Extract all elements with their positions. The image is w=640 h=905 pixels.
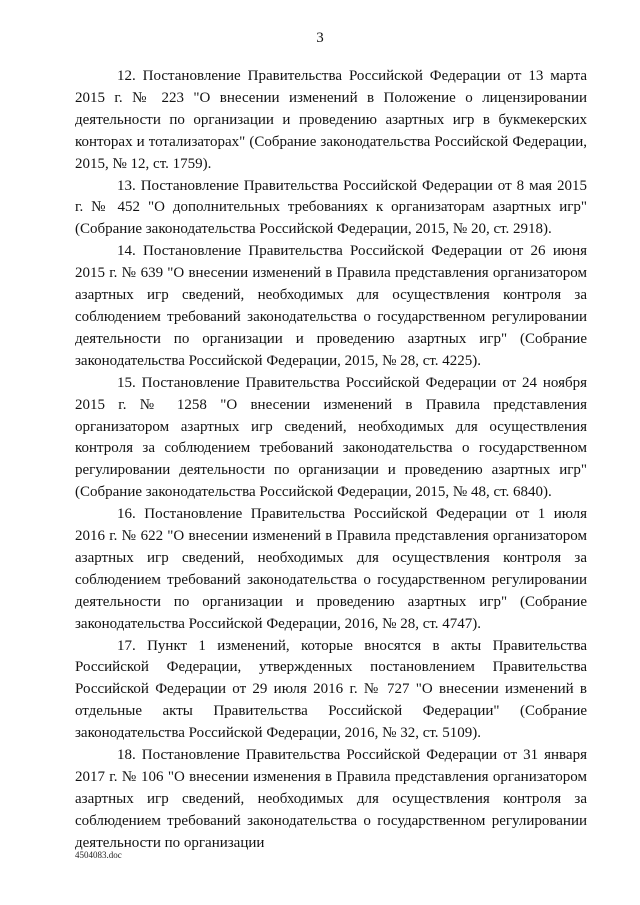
document-body: [75, 66, 587, 855]
list-item-18: 18. Постановление Правительства Российской Федерации от 31 января 2017 г. № 106 "О внесении изменения в Правила представления организатором азартных игр сведений, необходимых для осуществления контроля за соблюдением требований законодательства о государственном регулировании деятельности по организации: [75, 747, 587, 851]
list-item-12: 12. Постановление Правительства Российской Федерации от 13 марта 2015 г. № 223 "О внесении изменений в Положение о лицензировании деятельности по организации и проведению азартных игр в букмекерских конторах и тотализаторах" (Собрание законодательства Российской Федерации, 2015, № 12, ст. 1759).: [75, 68, 587, 172]
list-item-14: 14. Постановление Правительства Российской Федерации от 26 июня 2015 г. № 639 "О внесении изменений в Правила представления организатором азартных игр сведений, необходимых для осуществления контроля за соблюдением требований законодательства о государственном регулировании деятельности по организации и проведению азартных игр" (Собрание законодательства Российской Федерации, 2015, № 28, ст. 4225).: [75, 243, 587, 369]
page-number: 3: [316, 30, 324, 46]
list-item-16: 16. Постановление Правительства Российской Федерации от 1 июля 2016 г. № 622 "О внесении изменений в Правила представления организатором азартных игр сведений, необходимых для осуществления контроля за соблюдением требований законодательства о государственном регулировании деятельности по организации и проведению азартных игр" (Собрание законодательства Российской Федерации, 2016, № 28, ст. 4747).: [75, 506, 587, 632]
list-item-13: 13. Постановление Правительства Российской Федерации от 8 мая 2015 г. № 452 "О дополнительных требованиях к организаторам азартных игр" (Собрание законодательства Российской Федерации, 2015, № 20, ст. 2918).: [75, 177, 587, 238]
list-item-15: 15. Постановление Правительства Российской Федерации от 24 ноября 2015 г. № 1258 "О внесении изменений в Правила представления организатором азартных игр сведений, необходимых для осуществления контроля за соблюдением требований законодательства о государственном регулировании деятельности по организации и проведению азартных игр" (Собрание законодательства Российской Федерации, 2015, № 48, ст. 6840).: [75, 374, 587, 501]
file-name-footer: 4504083.doc: [75, 850, 122, 860]
list-item-17: 17. Пункт 1 изменений, которые вносятся в акты Правительства Российской Федерации, утвержденных постановлением Правительства Российской Федерации от 29 июля 2016 г. № 727 "О внесении изменений в отдельные акты Правительства Российской Федерации" (Собрание законодательства Российской Федерации, 2016, № 32, ст. 5109).: [75, 637, 587, 742]
